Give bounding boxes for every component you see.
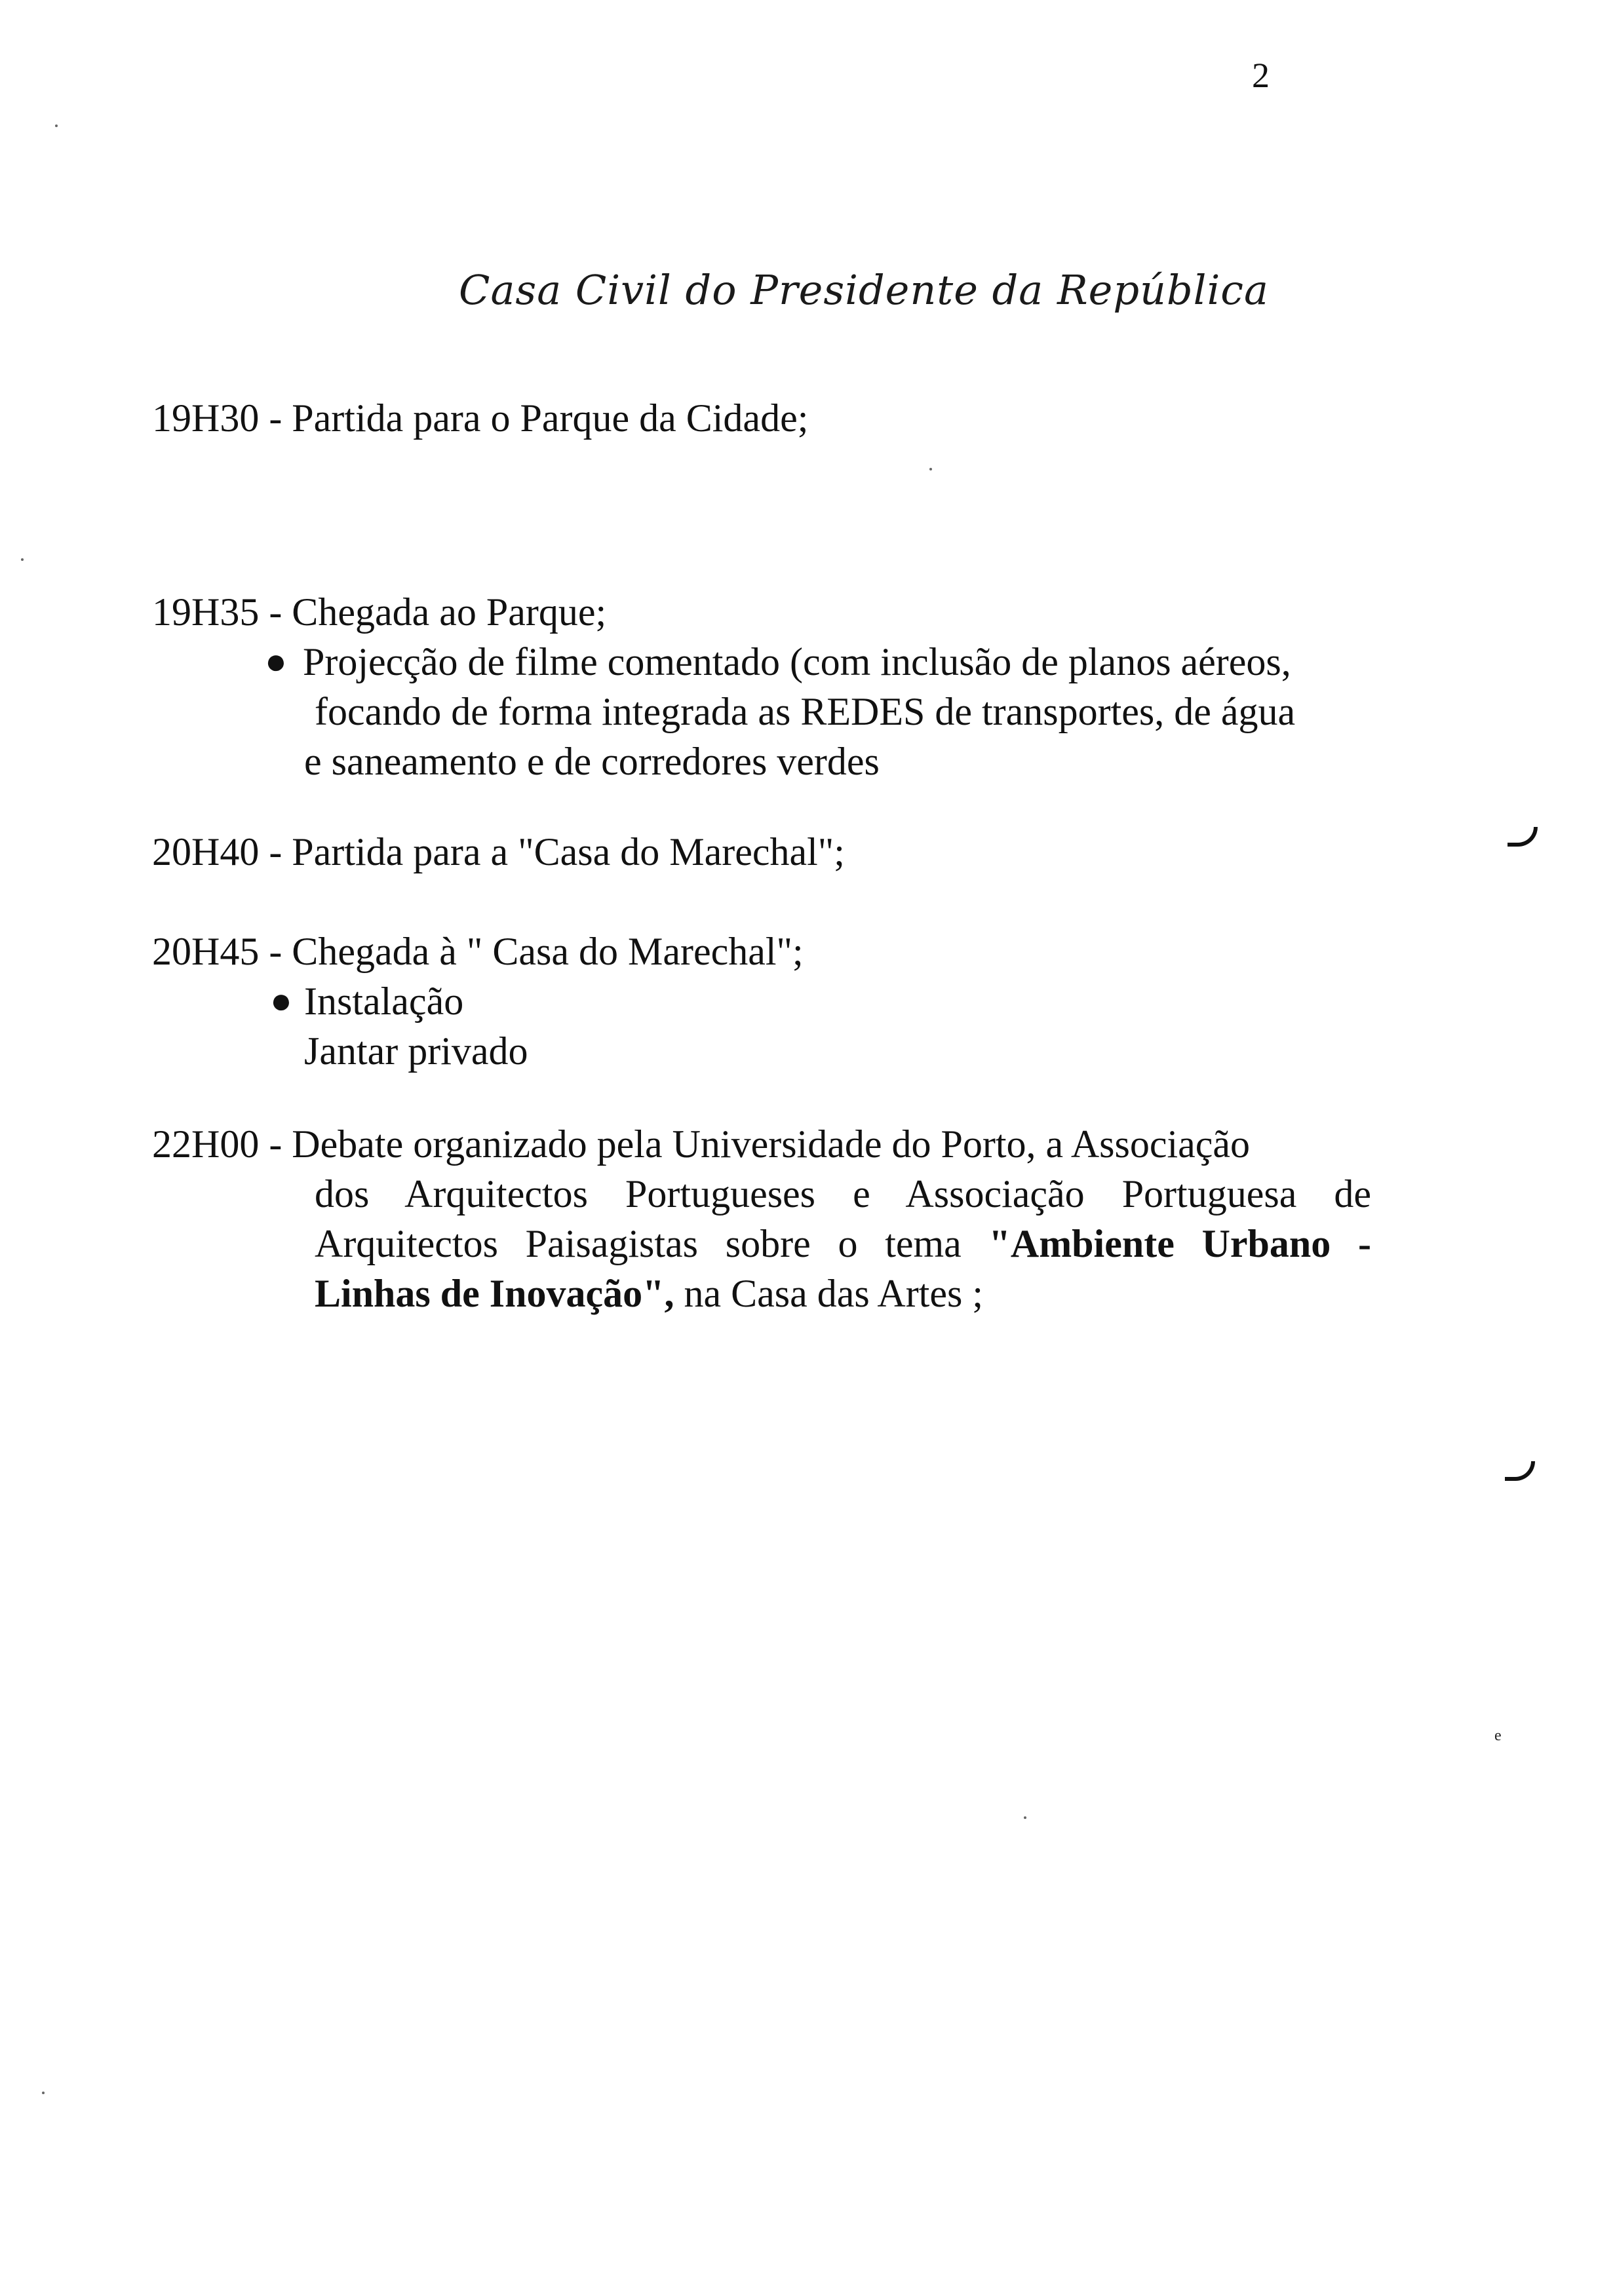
entry-20h45-text: 20H45 - Chegada à " Casa do Marechal"; (152, 930, 804, 973)
entry-22h00-line2: dos Arquitectos Portugueses e Associação Portuguesa de (315, 1172, 1371, 1215)
entry-20h40 (152, 827, 1371, 877)
margin-mark: e (1494, 1727, 1502, 1744)
entry-20h45 (152, 927, 1371, 1076)
entry-19h30-text: 19H30 - Partida para o Parque da Cidade; (152, 396, 809, 440)
entry-22h00-line4-plain: na Casa das Artes ; (674, 1272, 983, 1315)
entry-20h45-sub: Jantar privado (304, 1029, 528, 1073)
entry-19h35-bullet (152, 637, 1371, 687)
entry-22h00-line4 (152, 1269, 1371, 1318)
entry-22h00-line3-plain: Arquitectos Paisagistas sobre o tema (315, 1222, 962, 1265)
scan-speck (55, 124, 58, 127)
entry-19h35-bullet-line2: focando de forma integrada as REDES de transportes, de água (315, 690, 1296, 733)
margin-check-mark (1508, 827, 1538, 847)
bullet-icon: ● (265, 641, 287, 682)
scan-speck (21, 558, 24, 561)
entry-22h00-line3-bold: "Ambiente Urbano - (988, 1222, 1371, 1265)
page-number: 2 (1252, 56, 1270, 95)
entry-19h35-bullet-line1: Projecção de filme comentado (com inclusão de planos aéreos, (303, 640, 1291, 683)
entry-22h00-line4-bold: Linhas de Inovação", (315, 1272, 674, 1315)
letterhead: Casa Civil do Presidente da República (459, 266, 1269, 314)
entry-19h35-bullet-line3: e saneamento e de corredores verdes (304, 740, 880, 783)
entry-19h35 (152, 587, 1371, 786)
scan-speck (42, 2092, 45, 2094)
entry-22h00-line1: 22H00 - Debate organizado pela Universidade do Porto, a Associação (152, 1122, 1251, 1166)
margin-check-mark (1505, 1461, 1535, 1481)
scan-speck (929, 468, 932, 470)
entry-22h00-line3 (152, 1219, 1371, 1269)
scan-speck (1024, 1816, 1026, 1819)
entry-22h00 (152, 1119, 1371, 1318)
entry-20h45-bullet (152, 976, 1371, 1026)
entry-19h30 (152, 393, 1371, 443)
bullet-icon: ● (270, 981, 292, 1022)
entry-20h40-text: 20H40 - Partida para a "Casa do Marechal"; (152, 830, 845, 873)
entry-19h35-text: 19H35 - Chegada ao Parque; (152, 590, 607, 634)
entry-20h45-bullet-text: Instalação (304, 980, 464, 1023)
